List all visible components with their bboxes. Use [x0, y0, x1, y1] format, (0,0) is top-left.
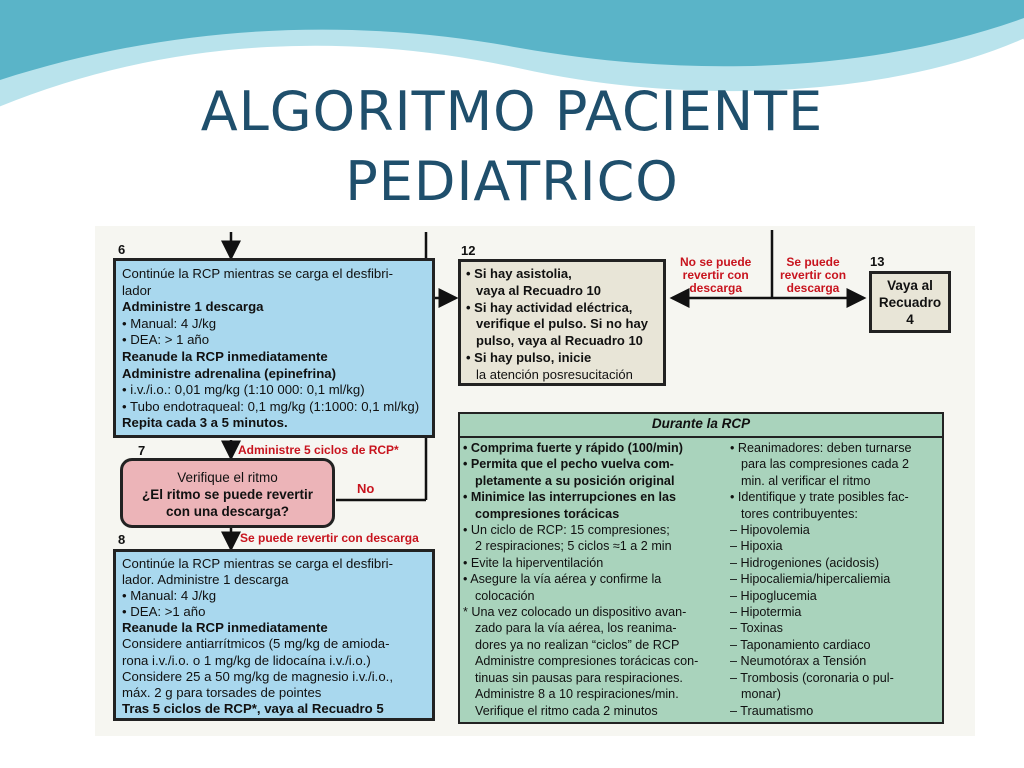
box13-line: Vaya al [887, 278, 933, 293]
slide-title-line2: PEDIATRICO [345, 150, 679, 213]
box8-line: lador. Administre 1 descarga [122, 572, 289, 588]
box6-line: • i.v./i.o.: 0,01 mg/kg (1:10 000: 0,1 ml/kg) [122, 382, 365, 398]
durante-left-column [463, 440, 725, 719]
durante-right-line: tores contribuyentes: [741, 506, 858, 521]
box8-line: Considere 25 a 50 mg/kg de magnesio i.v./i.o., [122, 668, 393, 684]
box8-line: • Manual: 4 J/kg [122, 588, 217, 604]
durante-right-line: – Hipocaliemia/hipercaliemia [730, 572, 891, 587]
box7-check-rhythm [120, 458, 335, 528]
durante-right-line: – Trombosis (coronaria o pul- [730, 670, 894, 685]
box7-line: ¿El ritmo se puede revertir [141, 487, 314, 502]
durante-right-line: – Neumotórax a Tensión [730, 654, 867, 669]
box8-line: Tras 5 ciclos de RCP*, vaya al Recuadro 5 [122, 700, 384, 716]
durante-right-line: – Hidrogeniones (acidosis) [730, 555, 880, 570]
durante-left-line: Verifique el ritmo cada 2 minutos [475, 703, 658, 718]
durante-left-line: 2 respiraciones; 5 ciclos ≈1 a 2 min [475, 539, 672, 554]
durante-rcp-title: Durante la RCP [460, 414, 942, 438]
box8-shock-antiarrhythmics [113, 549, 435, 721]
box12-number: 12 [461, 243, 476, 258]
durante-left-line: • Permita que el pecho vuelva com- [463, 457, 674, 472]
label-no-se-puede-revertir [680, 256, 751, 295]
durante-left-line: Administre compresiones torácicas con- [475, 654, 699, 669]
durante-right-line: – Toxinas [730, 621, 783, 636]
box12-line: • Si hay actividad eléctrica, [466, 299, 633, 315]
durante-left-line: pletamente a su posición original [475, 473, 675, 488]
box8-line: máx. 2 g para torsades de pointes [122, 684, 322, 700]
box12-line: verifique el pulso. Si no hay [476, 316, 648, 332]
box8-line: • DEA: >1 año [122, 604, 206, 620]
durante-right-line: – Hipoxia [730, 539, 783, 554]
durante-left-line: • Minimice las interrupciones en las [463, 490, 676, 505]
durante-left-line: tinuas sin pausas para respiraciones. [475, 670, 683, 685]
durante-left-line: colocación [475, 588, 535, 603]
durante-right-line: para las compresiones cada 2 [741, 457, 910, 472]
box8-line: rona i.v./i.o. o 1 mg/kg de lidocaína i.v./i.o.) [122, 652, 371, 668]
label-se-puede-right-line: descarga [786, 281, 840, 295]
durante-right-line: min. al verificar el ritmo [741, 473, 871, 488]
box13-line: Recuadro [878, 295, 942, 310]
durante-right-line: – Hipoglucemia [730, 588, 817, 603]
durante-rcp-panel [458, 412, 944, 724]
box13-go-to-box4 [869, 271, 951, 333]
durante-left-line: zado para la vía aérea, los reanima- [475, 621, 677, 636]
box12-line: • Si hay asistolia, [466, 266, 572, 281]
label-no: No [357, 481, 375, 496]
box6-shock-dose [113, 258, 435, 438]
box12-line: • Si hay pulso, inicie [466, 349, 592, 365]
durante-left-line: Administre 8 a 10 respiraciones/min. [475, 687, 679, 702]
durante-left-line: • Comprima fuerte y rápido (100/min) [463, 441, 683, 455]
box6-line: Continúe la RCP mientras se carga el desfibri- [122, 266, 393, 281]
box8-number: 8 [118, 532, 126, 547]
slide-title-line1: ALGORITMO PACIENTE [200, 80, 824, 143]
durante-left-line: • Un ciclo de RCP: 15 compresiones; [463, 523, 670, 538]
box6-line: Administre adrenalina (epinefrina) [122, 365, 336, 381]
durante-right-column [730, 440, 942, 719]
label-administre-5-ciclos: Administre 5 ciclos de RCP* [238, 443, 399, 457]
box7-line: Verifique el ritmo [177, 470, 278, 485]
durante-right-line: • Reanimadores: deben turnarse [730, 441, 912, 455]
label-no-se-puede-line: descarga [689, 281, 743, 295]
box6-line: • Manual: 4 J/kg [122, 315, 217, 331]
box8-line: Continúe la RCP mientras se carga el desfibri- [122, 556, 393, 571]
box6-line: lador [122, 282, 152, 298]
box12-line: pulso, vaya al Recuadro 10 [476, 333, 643, 349]
durante-left-line: • Asegure la vía aérea y confirme la [463, 572, 662, 587]
box12-line: la atención posresucitación [476, 366, 633, 382]
durante-right-line: – Traumatismo [730, 703, 814, 718]
durante-right-line: – Hipotermia [730, 605, 802, 620]
box12-line: vaya al Recuadro 10 [476, 282, 602, 298]
label-se-puede-revertir: Se puede revertir con descarga [240, 531, 419, 545]
durante-right-line: – Taponamiento cardiaco [730, 637, 871, 652]
durante-right-line: monar) [741, 687, 781, 702]
box8-line: Considere antiarrítmicos (5 mg/kg de amioda- [122, 636, 390, 652]
durante-left-line: dores ya no realizan “ciclos” de RCP [475, 637, 680, 652]
box7-number: 7 [138, 443, 146, 458]
label-se-puede-right-line: revertir con [780, 268, 847, 282]
box6-line: Administre 1 descarga [122, 299, 264, 315]
durante-right-line: – Hipovolemia [730, 523, 810, 538]
label-no-se-puede-line: revertir con [682, 268, 749, 282]
durante-left-line: compresiones torácicas [475, 506, 620, 521]
label-se-puede-right-line: Se puede [786, 255, 840, 269]
box6-number: 6 [118, 242, 126, 257]
durante-left-line: * Una vez colocado un dispositivo avan- [463, 605, 687, 620]
box8-line: Reanude la RCP inmediatamente [122, 620, 328, 636]
box6-line: • DEA: > 1 año [122, 332, 210, 348]
box6-line: Repita cada 3 a 5 minutos. [122, 415, 288, 431]
box13-number: 13 [870, 254, 885, 269]
durante-right-line: • Identifique y trate posibles fac- [730, 490, 909, 505]
durante-left-line: • Evite la hiperventilación [463, 555, 604, 570]
label-se-puede-revertir-right [780, 256, 846, 295]
box13-line: 4 [906, 312, 914, 327]
label-no-se-puede-line: No se puede [680, 255, 752, 269]
box6-line: Reanude la RCP inmediatamente [122, 348, 328, 364]
box7-line: con una descarga? [165, 504, 290, 519]
box6-line: • Tubo endotraqueal: 0,1 mg/kg (1:1000: 0,1 ml/kg) [122, 398, 420, 414]
box12-non-shockable [458, 259, 666, 386]
